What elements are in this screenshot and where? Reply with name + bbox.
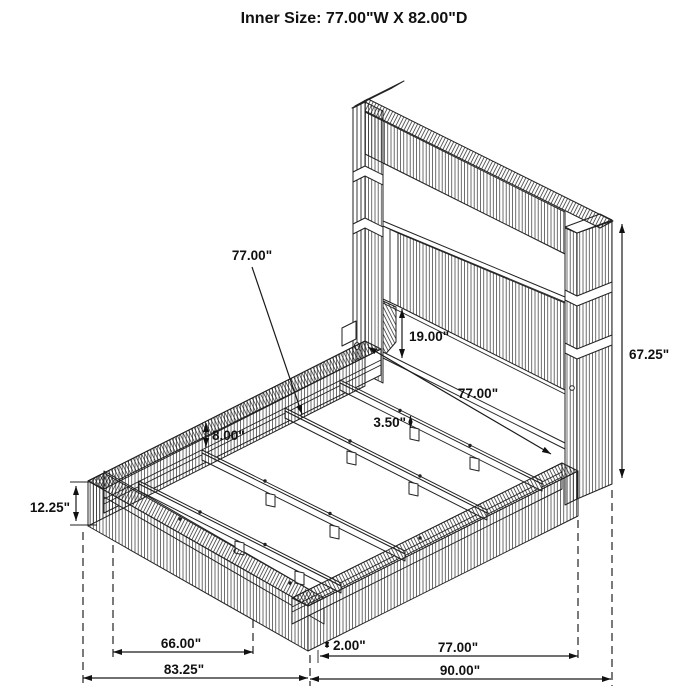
- dim-rail-offset-label: 2.00": [333, 638, 366, 653]
- screw-dot: [328, 512, 331, 515]
- dim-base-height: [30, 482, 97, 525]
- dim-foot-inner-width: [113, 636, 253, 652]
- right-post-hole: [570, 386, 575, 391]
- dim-foot-height: [373, 415, 410, 430]
- slat-1-front: [340, 383, 542, 491]
- slat-1-foot-b: [470, 457, 479, 471]
- dim-slat-length-label: 77.00": [231, 248, 273, 263]
- screw-dot: [198, 510, 201, 513]
- headboard-left-reveal-lower: [383, 301, 396, 357]
- screw-dot: [263, 543, 266, 546]
- slat-1-foot-a: [410, 427, 419, 441]
- dim-headboard-height: [622, 224, 669, 478]
- dim-foot-outer-width-label: 83.25": [163, 662, 205, 677]
- screw-dot: [418, 474, 421, 477]
- dim-base-height-label: 12.25": [29, 500, 70, 515]
- screw-dot: [468, 444, 471, 447]
- dim-headboard-height-label: 67.25": [629, 347, 670, 362]
- dim-side-outer-length: [310, 663, 611, 679]
- slat-3-foot-b: [330, 525, 339, 539]
- headboard-right-post-side-face: [577, 221, 612, 499]
- platform-base: [88, 341, 578, 651]
- diagram-title: Inner Size: 77.00"W X 82.00"D: [240, 10, 468, 27]
- dim-foot-height-label: 3.50": [373, 415, 406, 430]
- screw-dot: [398, 409, 401, 412]
- slat-2-foot-a: [347, 451, 356, 465]
- dim-side-inner-length-label: 77.00": [437, 640, 479, 655]
- dim-panel-gap-label: 19.00": [409, 329, 450, 344]
- dim-foot-inner-width-label: 66.00": [160, 636, 202, 651]
- slat-3-foot-a: [266, 493, 275, 507]
- screw-dot: [263, 479, 266, 482]
- dim-foot-outer-width: [83, 662, 308, 678]
- headboard-left-reveal: [383, 226, 398, 306]
- slat-2-foot-b: [409, 482, 418, 496]
- dim-side-outer-length-label: 90.00": [439, 663, 481, 678]
- headboard-left-post-front-face: [365, 102, 383, 383]
- headboard: [342, 81, 613, 505]
- headboard-right-post-front-face: [565, 228, 577, 505]
- dim-rail-drop-label: 8.00": [212, 428, 245, 443]
- screw-dot: [348, 439, 351, 442]
- dim-headboard-inner-width-label: 77.00": [457, 386, 499, 401]
